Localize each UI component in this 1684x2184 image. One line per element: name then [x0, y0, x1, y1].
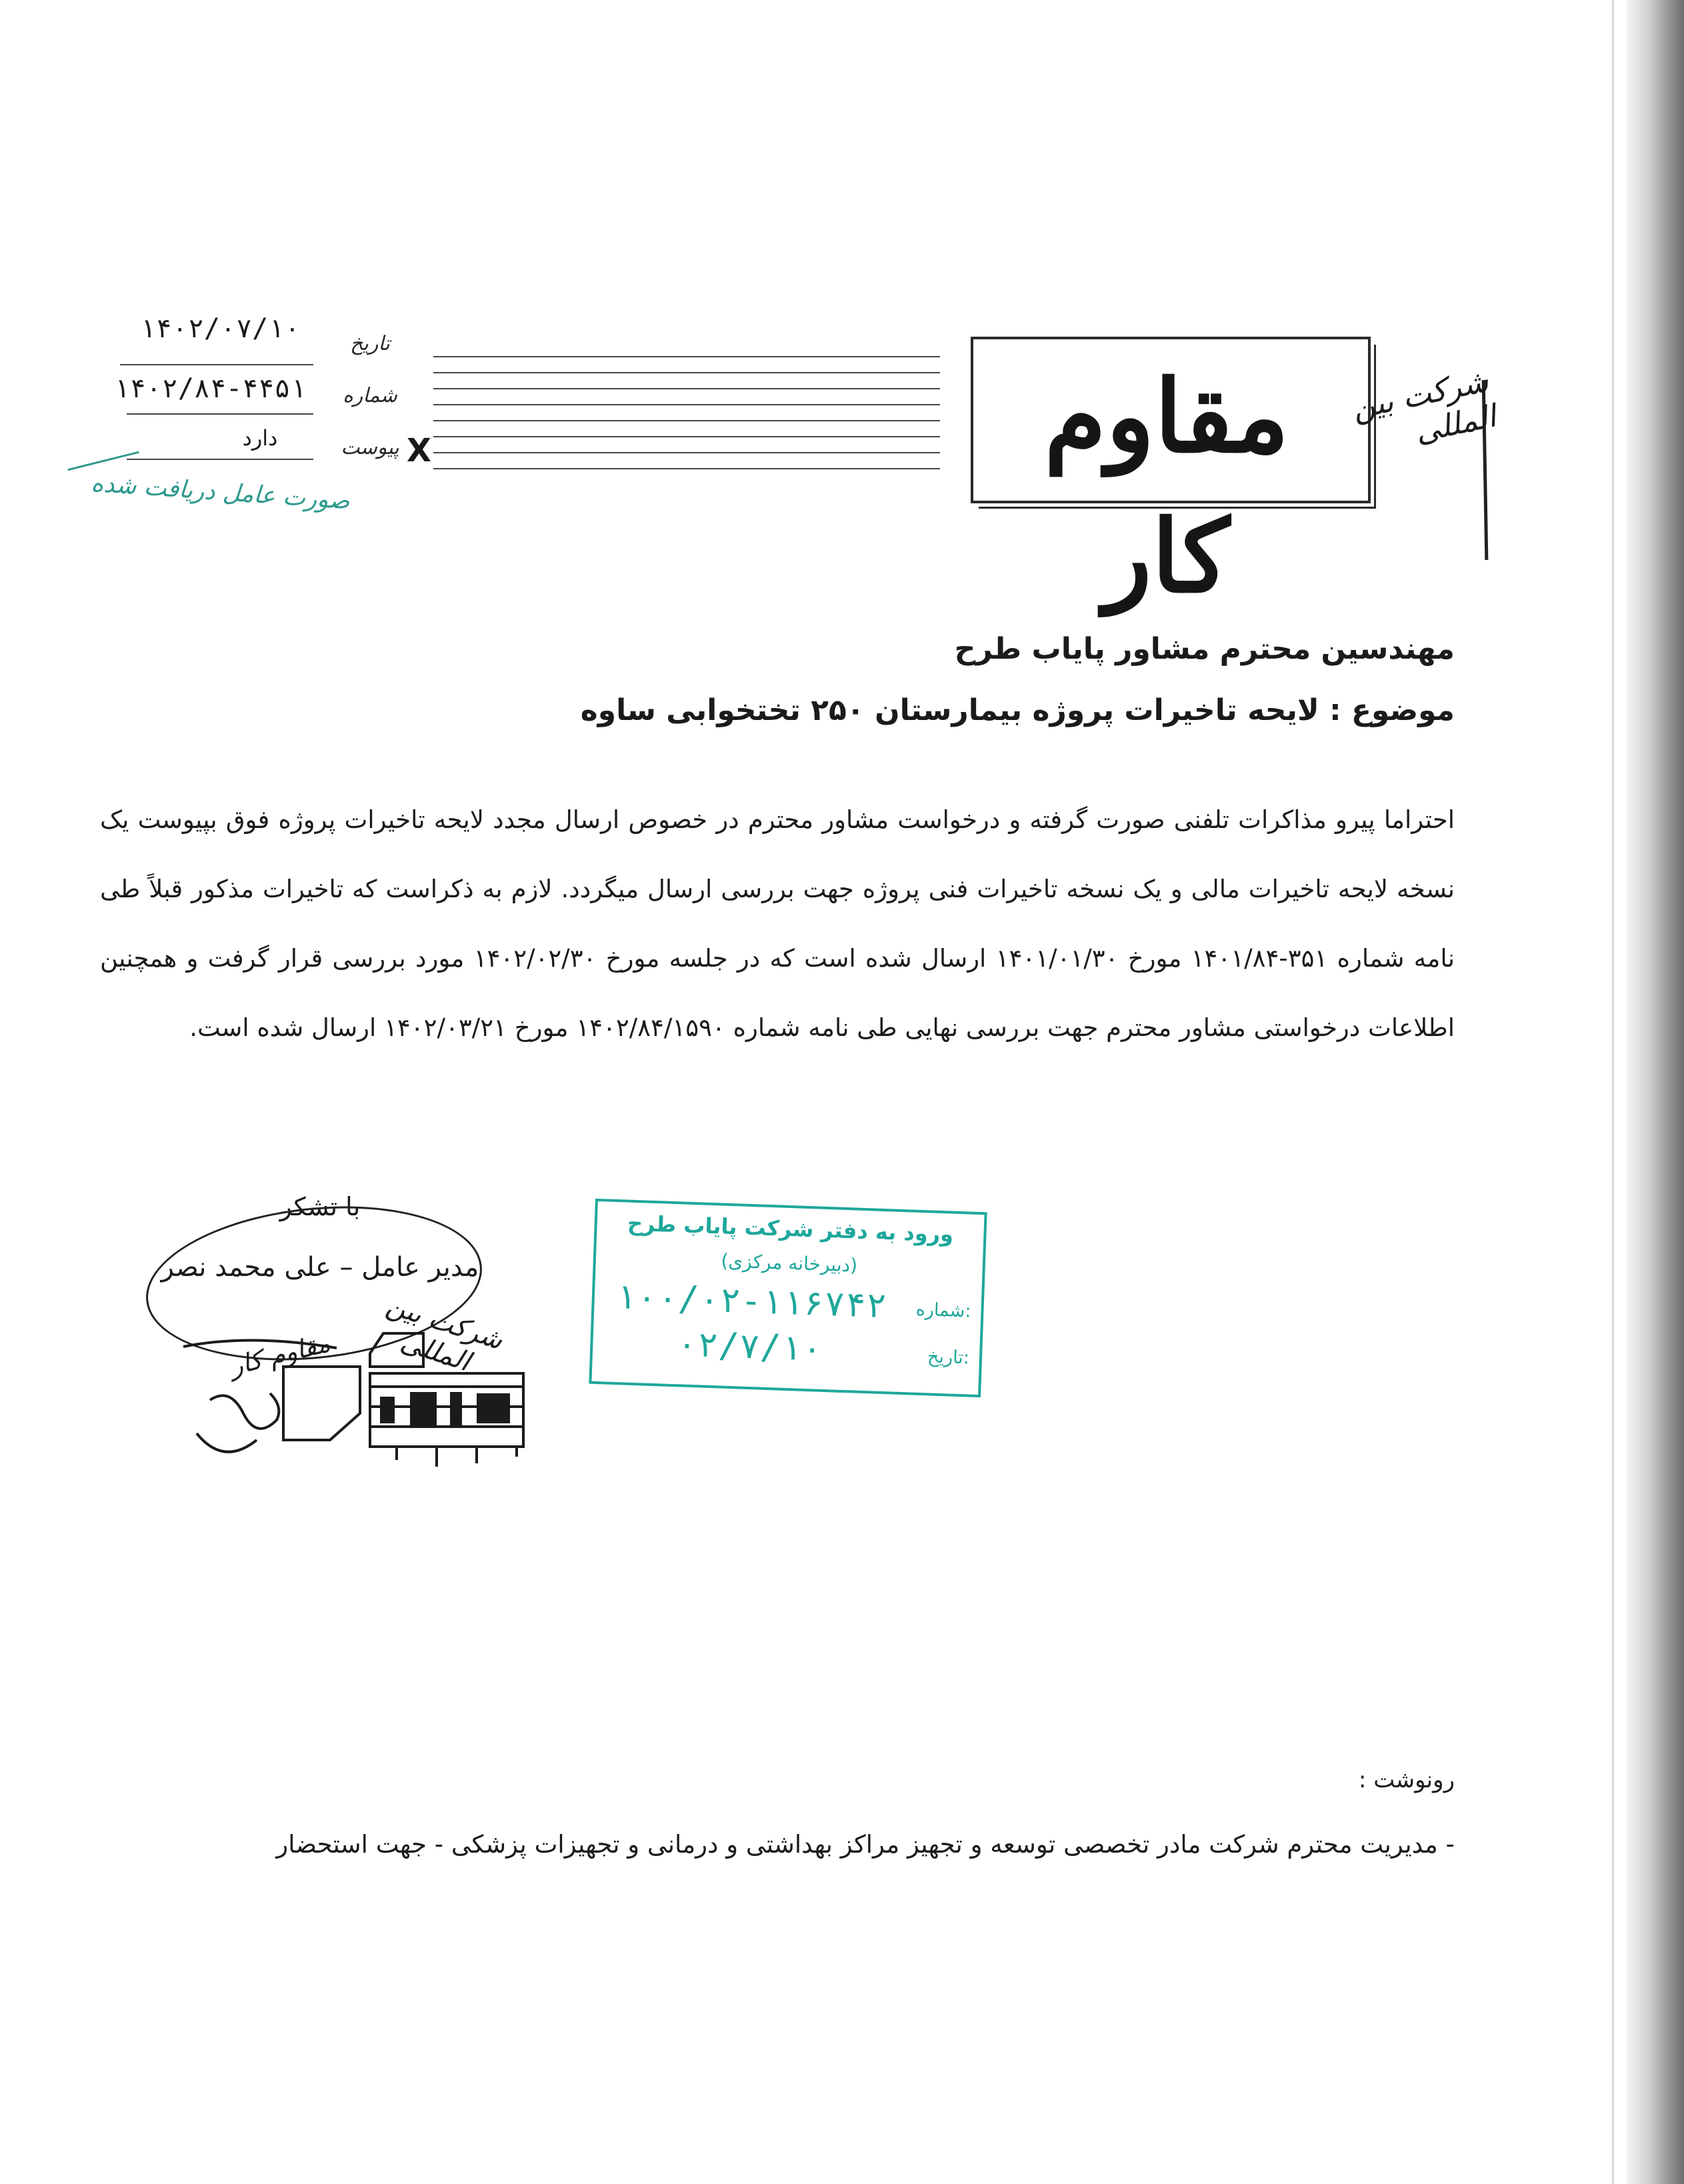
number-label: شماره — [343, 384, 397, 407]
receipt-stamp-title: ورود به دفتر شرکت پایاب طرح — [627, 1210, 954, 1247]
recipient-line: مهندسین محترم مشاور پایاب طرح — [954, 632, 1455, 666]
attachment-label: پیوست — [341, 436, 399, 459]
receipt-stamp-subtitle: (دبیرخانه مرکزی) — [720, 1249, 858, 1277]
receipt-number-value: ۱۰۰/۰۲-۱۱۶۷۴۲ — [615, 1276, 888, 1327]
receipt-stamp — [589, 1199, 987, 1397]
date-field-line — [120, 364, 313, 365]
date-value: ۱۴۰۲/۰۷/۱۰ — [139, 313, 301, 344]
seal-company-name: مقاوم کار — [227, 1328, 333, 1381]
closing-text: با تشکر — [279, 1192, 361, 1221]
receipt-date-label: تاریخ: — [927, 1346, 970, 1369]
attachment-mark: X — [407, 432, 432, 469]
scan-edge-line — [1612, 0, 1614, 2184]
letterhead-decorative-lines — [433, 352, 940, 485]
signer-name: مدیر عامل – علی محمد نصر — [161, 1252, 479, 1283]
letterhead-company-prefix: شرکت بین المللی — [1349, 362, 1499, 450]
receipt-date-value: ۰۲/۷/۱۰ — [675, 1324, 823, 1369]
number-field-line — [127, 413, 313, 415]
reference-labels — [333, 325, 407, 472]
seal-company-prefix: شرکت بین المللی — [383, 1289, 507, 1378]
cc-recipient-line: - مدیریت محترم شرکت مادر تخصصی توسعه و تجهیز مراکز بهداشتی و درمانی و تجهیزات پزشکی - جهت استحضار — [276, 1830, 1455, 1859]
subject-line: موضوع : لایحه تاخیرات پروژه بیمارستان ۲۵۰ تختخوابی ساوه — [580, 693, 1455, 727]
attachment-field-line — [127, 459, 313, 460]
handwritten-stroke — [67, 451, 139, 471]
letterhead-company-name: مقاوم کار — [1044, 358, 1289, 615]
handwritten-note: صورت عامل دریافت شده — [90, 469, 351, 515]
letter-body: احتراما پیرو مذاکرات تلفنی صورت گرفته و درخواست مشاور محترم در خصوص ارسال مجدد لایحه تاخیرات پروژه فوق بپیوست یک نسخه لایحه تاخیرات مالی و یک نسخه تاخیرات فنی پروژه جهت بررسی ارسال میگردد. لازم به ذکراست که تاخیرات مذکور قبلاً طی نامه شماره ۳۵۱-۱۴۰۱/۸۴ مورخ ۱۴۰۱/۰۱/۳۰ ارسال شده است که در جلسه مورخ ۱۴۰۲/۰۲/۳۰ مورد بررسی قرار گرفت و همچنین اطلاعات درخواستی مشاور محترم جهت بررسی نهایی طی نامه شماره ۱۴۰۲/۸۴/۱۵۹۰ مورخ ۱۴۰۲/۰۳/۲۱ ارسال شده است. — [100, 805, 1455, 1042]
number-value: ۱۴۰۲/۸۴-۴۴۵۱ — [113, 373, 307, 404]
attachment-value: دارد — [242, 425, 278, 451]
date-label: تاریخ — [350, 332, 390, 355]
cc-title: رونوشت : — [1358, 1767, 1455, 1793]
receipt-number-label: شماره: — [915, 1299, 972, 1322]
scan-edge-shadow — [1627, 0, 1684, 2184]
